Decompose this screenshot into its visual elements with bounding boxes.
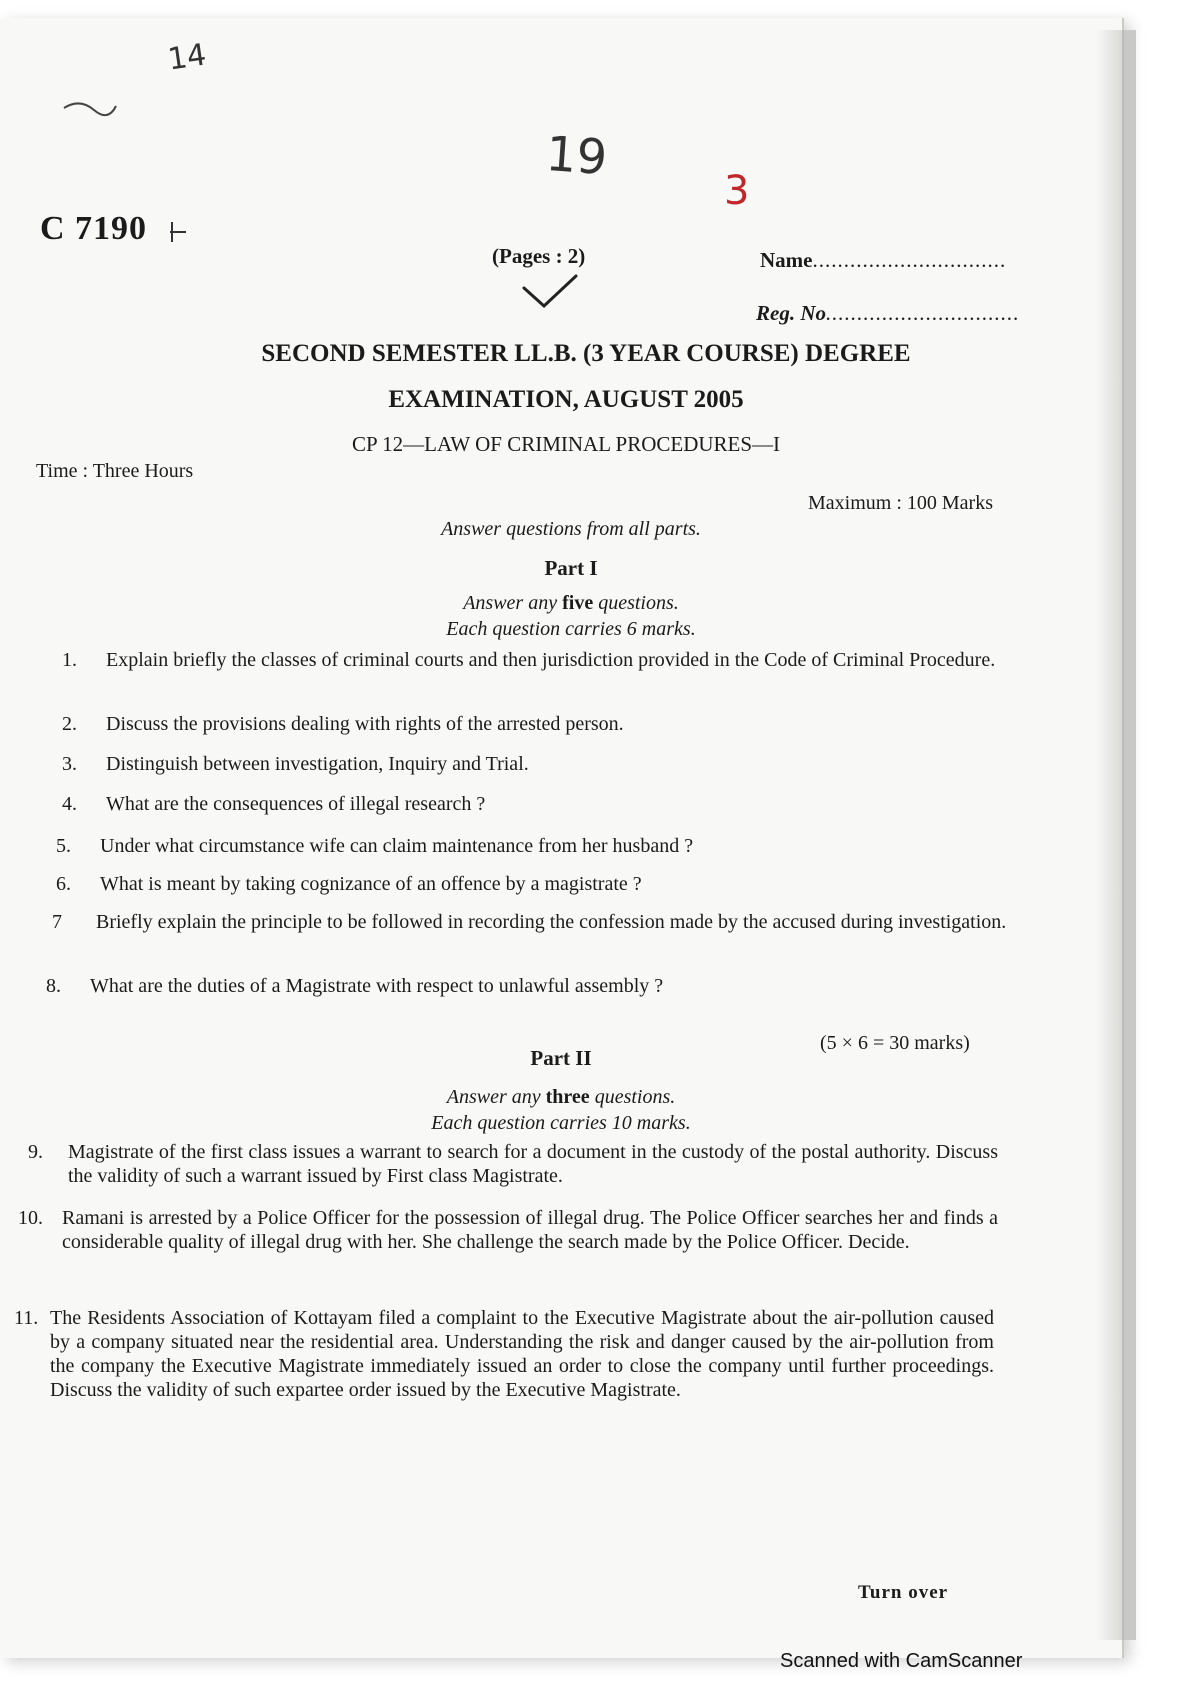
question-number: 3. [62,753,77,775]
exam-title-line2: EXAMINATION, AUGUST 2005 [388,386,744,413]
question-text: Briefly explain the principle to be followed in recording the confession made by the accused during investigation. [96,911,1007,933]
question-8 [46,974,1006,1000]
scanner-watermark: Scanned with CamScanner [780,1650,1023,1672]
question-number: 8. [46,975,61,997]
part1-instr-count: five [562,592,594,614]
part1-marks-note: Each question carries 6 marks. [446,618,696,640]
name-dots: ............................... [812,248,1007,272]
question-number: 2. [62,713,77,735]
question-4 [62,792,1022,818]
question-text: The Residents Association of Kottayam filed a complaint to the Executive Magistrate about the air-pollution caused by a company situated near the residential area. Understanding the risk and danger caused by the air-pollution from the company the Executive Magistrate immediately issued an order to close the company until further proceedings. Discuss the validity of such expartee order issued by the Executive Magistrate. [50,1307,994,1401]
part2-marks-note: Each question carries 10 marks. [431,1112,691,1134]
name-label: Name [760,248,813,272]
question-text: Discuss the provisions dealing with rights of the arrested person. [106,713,624,735]
question-5 [56,834,1016,860]
check-mark-icon [520,272,580,312]
exam-title-line1: SECOND SEMESTER LL.B. (3 YEAR COURSE) DEGREE [261,340,911,367]
question-2 [62,712,1022,738]
part1-instr-suffix: questions. [593,592,679,614]
question-text: Explain briefly the classes of criminal courts and then jurisdiction provided in the Code of Criminal Procedure. [106,649,996,671]
question-number: 7 [52,911,62,933]
question-text: Magistrate of the first class issues a warrant to search for a document in the custody of the postal authority. Discuss the validity of such a warrant issued by First class Magistrate. [68,1141,998,1187]
page-edge-shadow [1096,30,1136,1640]
question-text: Distinguish between investigation, Inquiry and Trial. [106,753,529,775]
question-1 [62,648,1022,698]
part1-heading: Part I [544,556,598,580]
reg-no-label: Reg. No [756,301,826,325]
part2-instr-count: three [545,1086,590,1108]
part2-instr-suffix: questions. [589,1086,676,1108]
paper-code: C 7190 [40,210,148,247]
question-number: 6. [56,873,71,895]
handwritten-top-left: 14 [165,37,209,78]
scribble-icon [60,88,120,128]
question-10 [18,1206,998,1286]
question-number: 11. [14,1307,39,1329]
question-3 [62,752,1022,778]
question-text: What are the consequences of illegal research ? [106,793,486,815]
question-text: What is meant by taking cognizance of an offence by a magistrate ? [100,873,642,895]
part2-instr-prefix: Answer any [446,1086,546,1108]
question-text: Ramani is arrested by a Police Officer for the possession of illegal drug. The Police Officer searches her and finds a considerable quality of illegal drug with her. She challenge the search made by the Police Officer. Decide. [62,1207,998,1253]
handwritten-red-mark: 3 [724,168,750,214]
maximum-marks: Maximum : 100 Marks [808,492,993,514]
question-number: 1. [62,649,77,671]
turn-over-note: Turn over [858,1582,949,1603]
subject-title: CP 12—LAW OF CRIMINAL PROCEDURES—I [351,432,781,456]
part1-total-marks: (5 × 6 = 30 marks) [820,1032,970,1054]
part1-instr-prefix: Answer any [463,592,563,614]
question-number: 5. [56,835,71,857]
reg-no-dots: ............................... [826,301,1020,325]
question-number: 4. [62,793,77,815]
question-6 [56,872,1016,898]
question-11 [14,1306,994,1446]
question-number: 9. [28,1141,43,1163]
question-number: 10. [18,1207,43,1229]
time-allowed: Time : Three Hours [36,460,194,482]
part1-instruction [0,592,1132,615]
handwritten-tick-icon [168,220,190,244]
name-field [760,248,1006,273]
handwritten-number: 19 [544,125,609,187]
question-7 [52,910,1012,960]
general-instruction: Answer questions from all parts. [441,518,701,540]
part2-heading: Part II [530,1046,592,1070]
part2-instruction [0,1086,1162,1109]
page-count: (Pages : 2) [492,244,586,268]
question-text: Under what circumstance wife can claim maintenance from her husband ? [100,835,694,857]
reg-no-field [756,301,1020,326]
question-text: What are the duties of a Magistrate with respect to unlawful assembly ? [90,975,664,997]
